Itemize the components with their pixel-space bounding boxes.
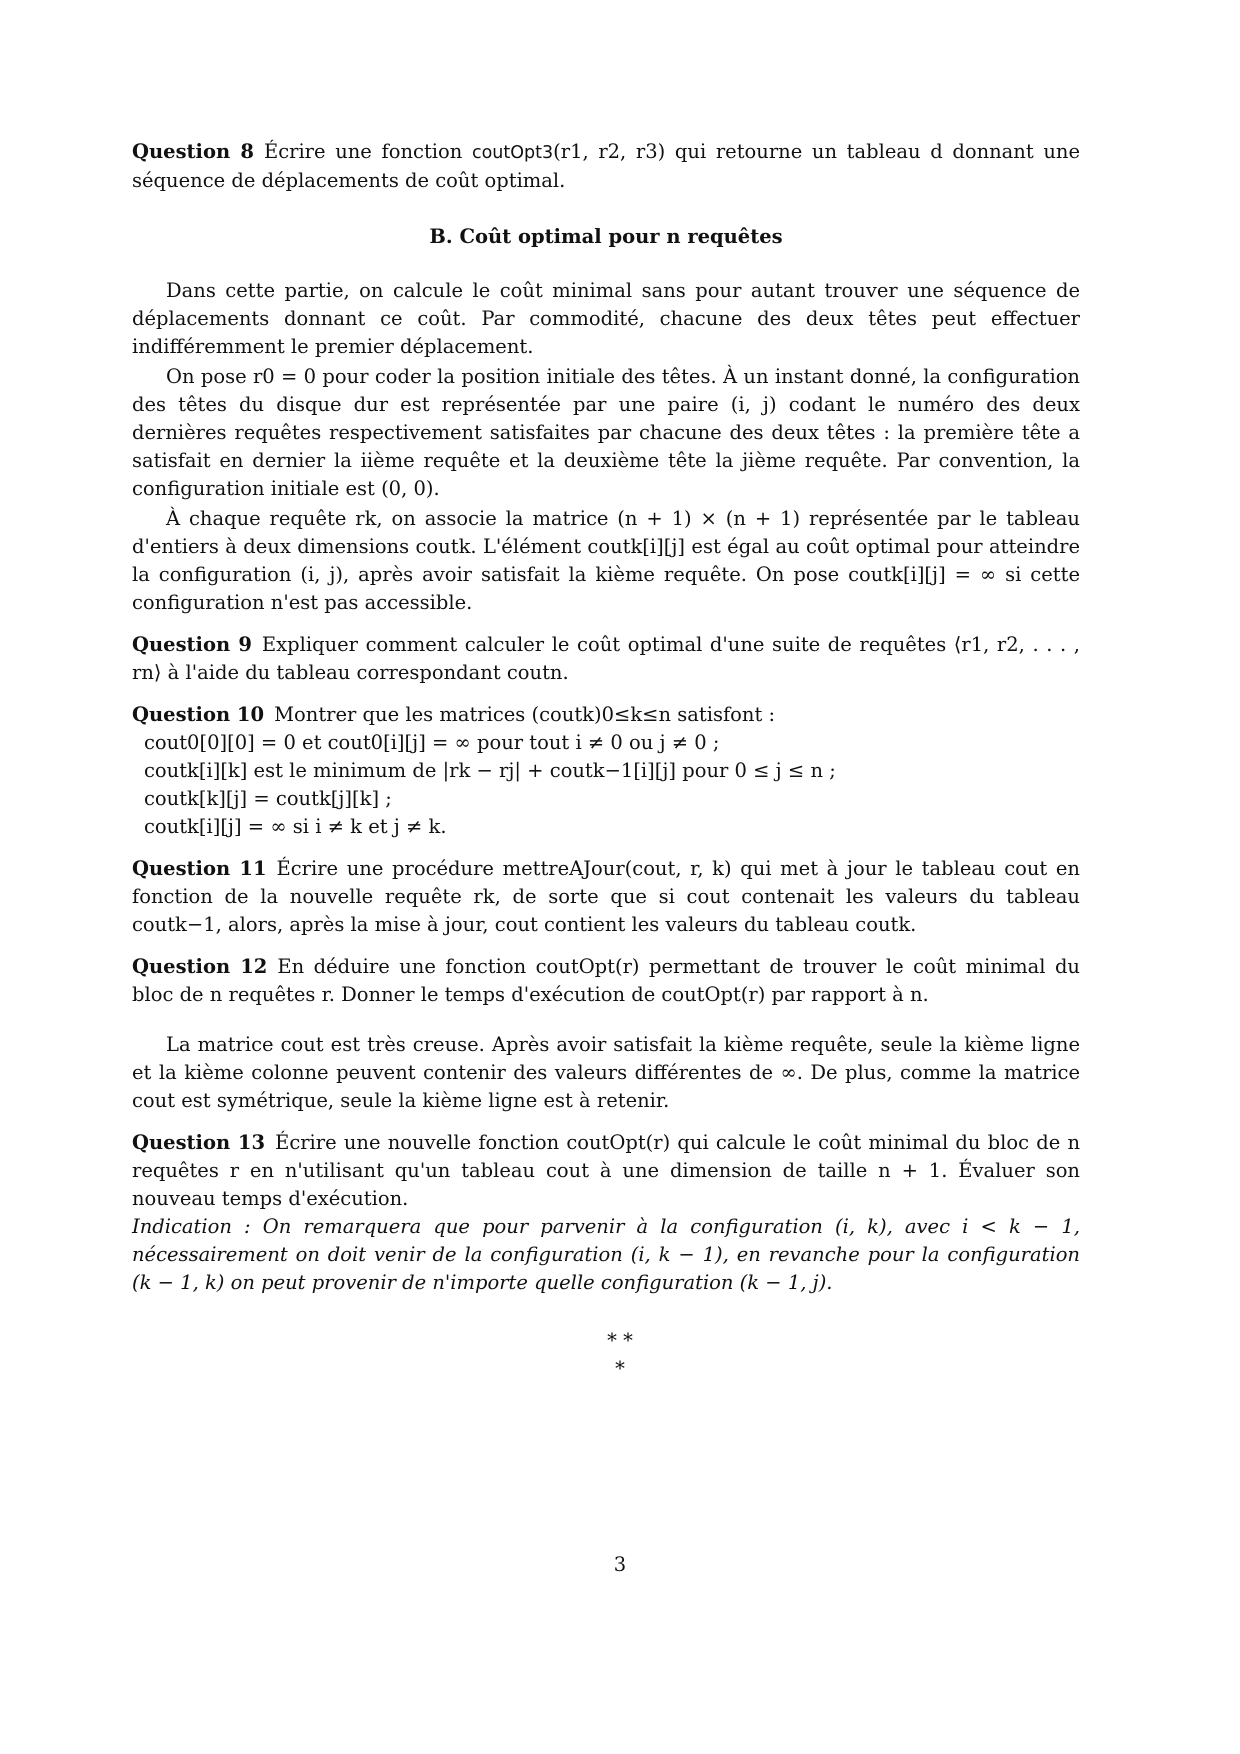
question-10-item: coutk[i][k] est le minimum de |rk − rj| + coutk−1[i][j] pour 0 ≤ j ≤ n ; (144, 759, 836, 782)
section-paragraph-1: Dans cette partie, on calcule le coût minimal sans pour autant trouver une séquence de déplacements donnant ce coût. Par commodité, chacune des deux têtes peut effectuer indifféremment le premier déplacement. (132, 279, 1080, 358)
question-10-label: Question 10 (132, 703, 265, 726)
question-11-label: Question 11 (132, 857, 267, 880)
section-title: B. Coût optimal pour n requêtes (429, 225, 783, 248)
question-11 (132, 855, 1080, 939)
question-12-text: En déduire une fonction coutOpt(r) permettant de trouver le coût minimal du bloc de n requêtes r. Donner le temps d'exécution de coutOpt(r) par rapport à n. (132, 955, 1080, 1006)
question-12 (132, 953, 1080, 1009)
question-10-text: Montrer que les matrices (coutk)0≤k≤n satisfont : (274, 703, 776, 726)
question-10-item: coutk[i][j] = ∞ si i ≠ k et j ≠ k. (144, 815, 447, 838)
question-13-label: Question 13 (132, 1131, 266, 1154)
section-end-stars-top: * * (607, 1329, 633, 1352)
question-11-text: Écrire une procédure mettreAJour(cout, r, k) qui met à jour le tableau cout en fonction de la nouvelle requête rk, de sorte que si cout contenait les valeurs du tableau coutk−1, alors, après la mise à jour, cout contient les valeurs du tableau coutk. (132, 857, 1080, 936)
question-9-text: Expliquer comment calculer le coût optimal d'une suite de requêtes ⟨r1, r2, . . . , rn⟩ à l'aide du tableau correspondant coutn. (132, 633, 1080, 684)
question-13-hint: Indication : On remarquera que pour parvenir à la configuration (i, k), avec i < k − 1, nécessairement on doit venir de la configuration (i, k − 1), en revanche pour la configuration (k − 1, k) on peut provenir de n'importe quelle configuration (k − 1, j). (132, 1215, 1080, 1294)
section-end-stars-bottom: * (615, 1357, 625, 1380)
section-paragraph-2: On pose r0 = 0 pour coder la position initiale des têtes. À un instant donné, la configuration des têtes du disque dur est représentée par une paire (i, j) codant le numéro des deux dernières requêtes respectivement satisfaites par chacune des deux têtes : la première tête a satisfait en dernier la iième requête et la deuxième tête la jième requête. Par convention, la configuration initiale est (0, 0). (132, 365, 1080, 500)
question-8-text: Écrire une fonction coutOpt3(r1, r2, r3) qui retourne un tableau d donnant une séquence de déplacements de coût optimal. (132, 140, 1081, 192)
section-paragraph-3: À chaque requête rk, on associe la matrice (n + 1) × (n + 1) représentée par le tableau d'entiers à deux dimensions coutk. L'élément coutk[i][j] est égal au coût optimal pour atteindre la configuration (i, j), après avoir satisfait la kième requête. On pose coutk[i][j] = ∞ si cette configuration n'est pas accessible. (132, 507, 1080, 614)
page-content (132, 138, 1080, 1297)
question-13 (132, 1129, 1080, 1297)
sparse-matrix-paragraph: La matrice cout est très creuse. Après avoir satisfait la kième requête, seule la kième ligne et la kième colonne peuvent contenir des valeurs différentes de ∞. De plus, comme la matrice cout est symétrique, seule la kième ligne est à retenir. (132, 1033, 1080, 1112)
question-10-item: cout0[0][0] = 0 et cout0[i][j] = ∞ pour tout i ≠ 0 ou j ≠ 0 ; (144, 731, 720, 754)
question-9 (132, 631, 1080, 687)
question-10-item: coutk[k][j] = coutk[j][k] ; (144, 787, 392, 810)
question-10 (132, 701, 1080, 841)
question-8 (132, 138, 1080, 195)
page-number: 3 (613, 1553, 627, 1576)
question-8-label: Question 8 (132, 140, 254, 163)
question-13-text: Écrire une nouvelle fonction coutOpt(r) qui calcule le coût minimal du bloc de n requêtes r en n'utilisant qu'un tableau cout à une dimension de taille n + 1. Évaluer son nouveau temps d'exécution. (132, 1131, 1080, 1210)
question-9-label: Question 9 (132, 633, 252, 656)
question-12-label: Question 12 (132, 955, 268, 978)
